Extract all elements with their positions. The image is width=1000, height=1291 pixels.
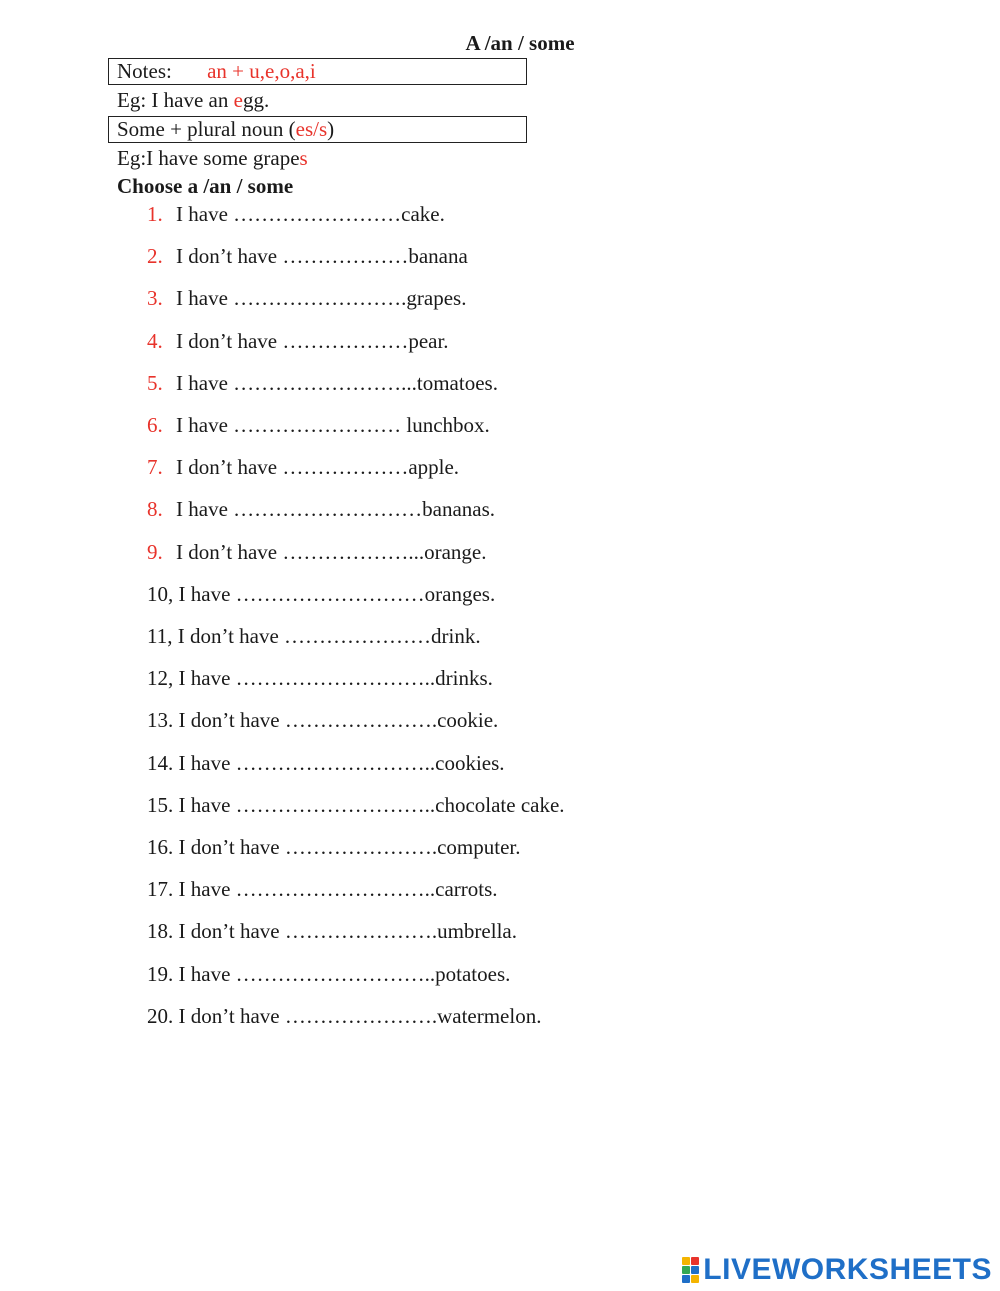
notes-line bbox=[117, 59, 316, 84]
question-text: 19. I have ………………………..potatoes. bbox=[147, 962, 511, 986]
question-text: 18. I don’t have ………………….umbrella. bbox=[147, 919, 517, 943]
question-number: 1. bbox=[147, 202, 163, 226]
example-some-prefix: Eg:I have some grape bbox=[117, 146, 300, 170]
question-item bbox=[147, 329, 449, 354]
question-item bbox=[147, 877, 498, 902]
question-item bbox=[147, 455, 459, 480]
logo-text: LIVEWORKSHEETS bbox=[703, 1253, 992, 1286]
example-some bbox=[117, 146, 308, 171]
question-text: 11, I don’t have …………………drink. bbox=[147, 624, 481, 648]
question-number: 9. bbox=[147, 540, 163, 564]
question-number: 7. bbox=[147, 455, 163, 479]
example-an-suffix: gg. bbox=[242, 88, 270, 112]
question-text: 20. I don’t have ………………….watermelon. bbox=[147, 1004, 542, 1028]
some-rule-suffix: ) bbox=[327, 117, 335, 141]
question-text: 15. I have ………………………..chocolate cake. bbox=[147, 793, 565, 817]
question-item bbox=[147, 540, 486, 565]
question-item bbox=[147, 371, 498, 396]
question-text: I don’t have ………………pear. bbox=[176, 329, 449, 353]
logo-blocks-icon bbox=[682, 1257, 699, 1283]
question-text: I have ………………………bananas. bbox=[176, 497, 496, 521]
question-text: I don’t have ………………banana bbox=[176, 244, 468, 268]
question-text: 16. I don’t have ………………….computer. bbox=[147, 835, 521, 859]
question-item bbox=[147, 1004, 541, 1029]
instruction: Choose a /an / some bbox=[117, 174, 294, 198]
question-text: I don’t have ………………apple. bbox=[176, 455, 460, 479]
question-text: I have …………………….grapes. bbox=[176, 286, 467, 310]
question-number: 3. bbox=[147, 286, 163, 310]
question-text: I have …………………… lunchbox. bbox=[176, 413, 490, 437]
question-text: I have ……………………...tomatoes. bbox=[176, 371, 498, 395]
question-number: 8. bbox=[147, 497, 163, 521]
question-number: 2. bbox=[147, 244, 163, 268]
example-an bbox=[117, 88, 269, 113]
question-text: 17. I have ………………………..carrots. bbox=[147, 877, 498, 901]
question-item bbox=[147, 835, 520, 860]
question-item bbox=[147, 202, 445, 227]
example-some-highlight: s bbox=[299, 146, 308, 170]
question-number: 4. bbox=[147, 329, 163, 353]
question-number: 6. bbox=[147, 413, 163, 437]
question-item bbox=[147, 919, 517, 944]
some-rule-line bbox=[117, 117, 334, 142]
question-item bbox=[147, 793, 565, 818]
question-item bbox=[147, 624, 481, 649]
question-item bbox=[147, 582, 495, 607]
example-an-prefix: Eg: I have an bbox=[117, 88, 234, 112]
liveworksheets-logo bbox=[682, 1252, 992, 1288]
question-text: 14. I have ………………………..cookies. bbox=[147, 751, 505, 775]
question-item bbox=[147, 413, 490, 438]
question-number: 5. bbox=[147, 371, 163, 395]
question-item bbox=[147, 708, 498, 733]
question-item bbox=[147, 751, 505, 776]
worksheet-title: A /an / some bbox=[465, 31, 575, 55]
question-text: I have ……………………cake. bbox=[176, 202, 445, 226]
notes-label: Notes: bbox=[117, 59, 172, 83]
question-item bbox=[147, 497, 495, 522]
some-rule-prefix: Some + plural noun ( bbox=[117, 117, 296, 141]
question-item bbox=[147, 666, 493, 691]
question-text: 13. I don’t have ………………….cookie. bbox=[147, 708, 499, 732]
question-item bbox=[147, 286, 466, 311]
notes-rule: an + u,e,o,a,i bbox=[207, 59, 316, 83]
question-item bbox=[147, 244, 468, 269]
question-text: I don’t have ………………...orange. bbox=[176, 540, 487, 564]
question-text: 12, I have ………………………..drinks. bbox=[147, 666, 493, 690]
question-item bbox=[147, 962, 510, 987]
example-an-highlight: e bbox=[233, 88, 243, 112]
some-rule-highlight: es/s bbox=[295, 117, 328, 141]
question-text: 10, I have ………………………oranges. bbox=[147, 582, 496, 606]
